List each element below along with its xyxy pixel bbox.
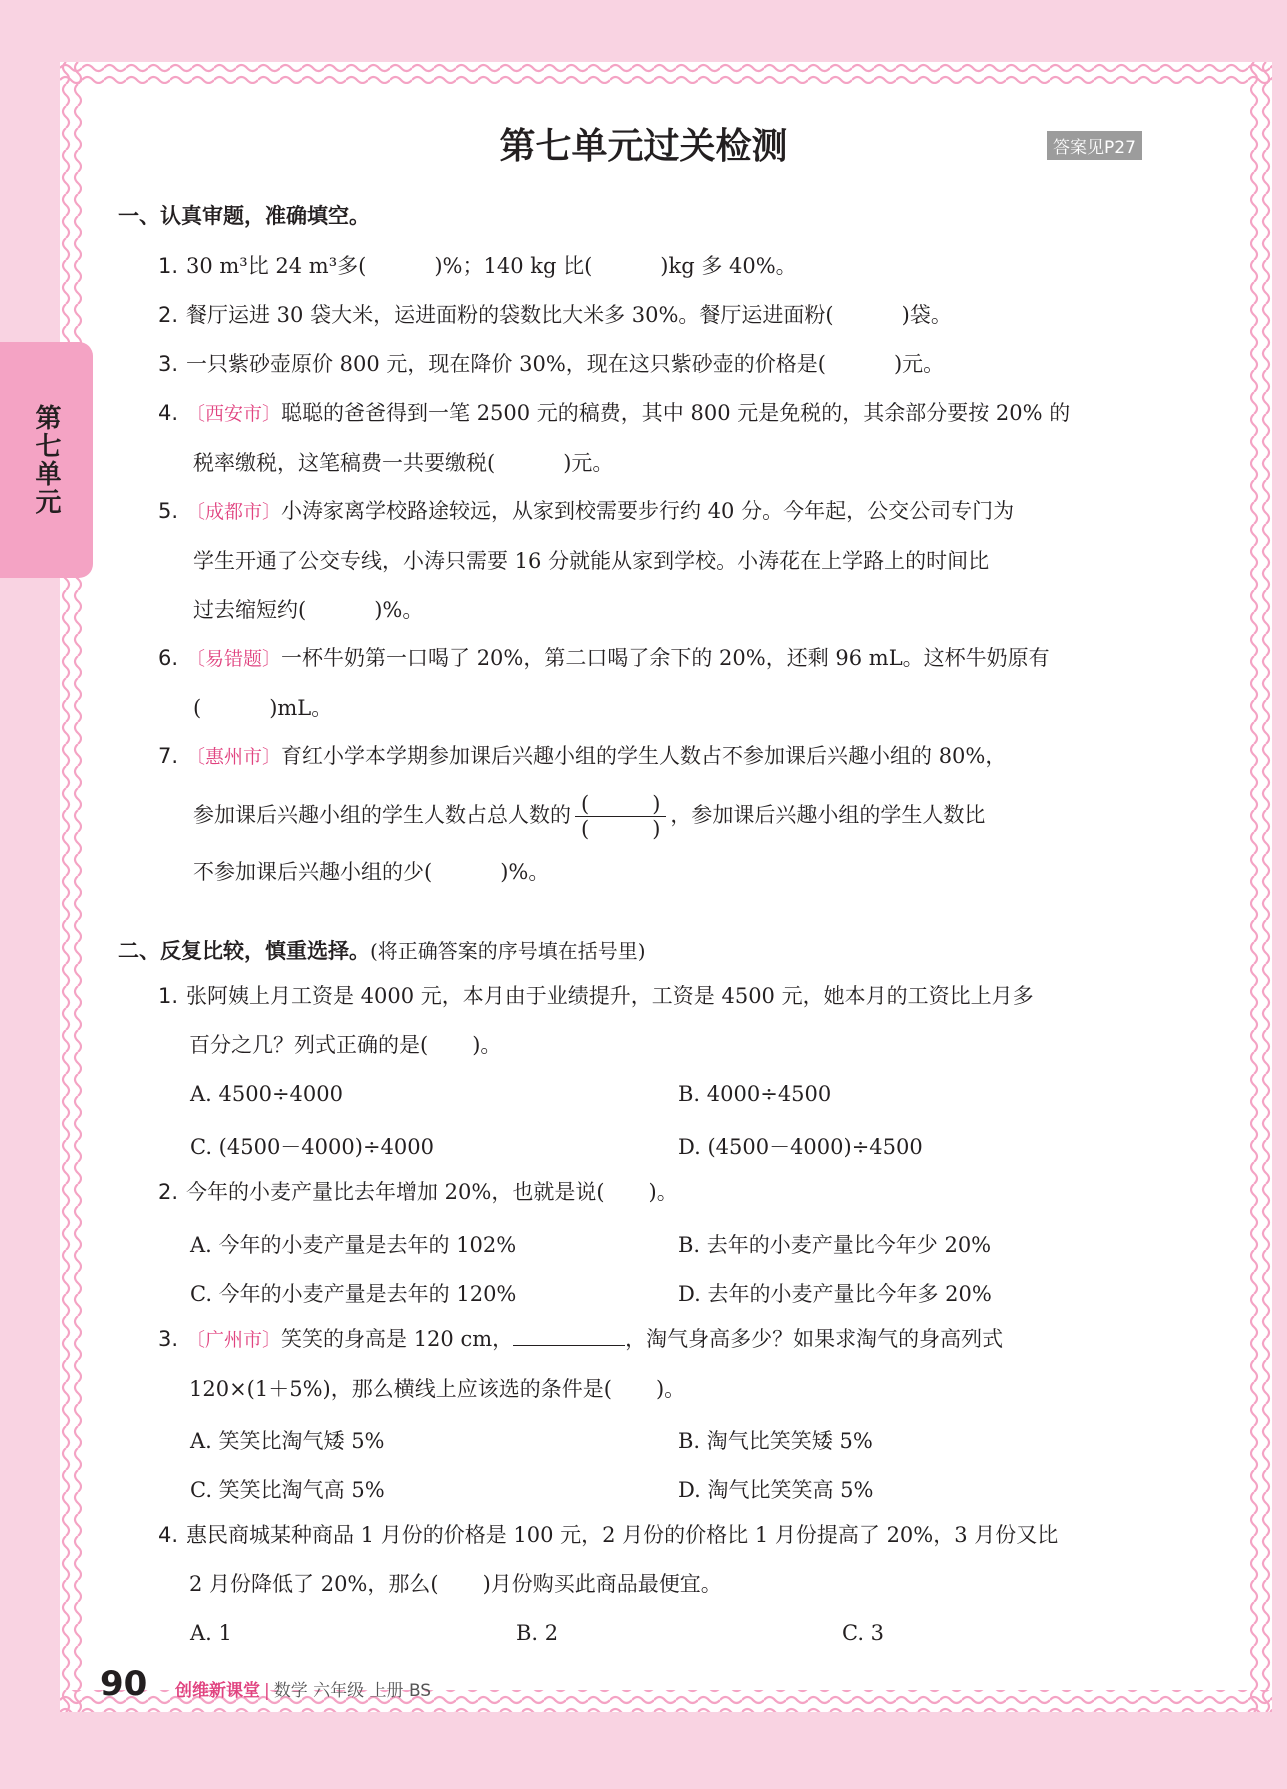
- unit-side-tab: [0, 342, 93, 578]
- s2-question-1: 1. 张阿姨上月工资是 4000 元，本月由于业绩提升，工资是 4500 元，她本月的工资比上月多 百分之几？列式正确的是( )。: [158, 984, 1034, 1057]
- s2-q2-option-d[interactable]: D. 去年的小麦产量比今年多 20%: [678, 1282, 992, 1306]
- s2-q2-option-b[interactable]: B. 去年的小麦产量比今年少 20%: [678, 1233, 992, 1257]
- s2-q3-option-a[interactable]: A. 笑笑比淘气矮 5%: [190, 1429, 385, 1453]
- s2-q3-option-b[interactable]: B. 淘气比笑笑矮 5%: [678, 1429, 873, 1453]
- s2-q2-option-c[interactable]: C. 今年的小麦产量是去年的 120%: [190, 1282, 517, 1306]
- s1-question-2: 2. 餐厅运进 30 袋大米，运进面粉的袋数比大米多 30%。餐厅运进面粉( )袋。: [158, 303, 952, 327]
- s1-question-1: 1. 30 m³比 24 m³多( )%；140 kg 比( )kg 多 40%。: [158, 254, 797, 278]
- s2-q3-option-c[interactable]: C. 笑笑比淘气高 5%: [190, 1478, 385, 1502]
- s2-question-4: 4. 惠民商城某种商品 1 月份的价格是 100 元，2 月份的价格比 1 月份提高了 20%，3 月份又比 2 月份降低了 20%，那么( )月份购买此商品最便宜。: [158, 1523, 1059, 1596]
- s1-question-6: 6. 〔易错题〕一杯牛奶第一口喝了 20%，第二口喝了余下的 20%，还剩 96 mL。这杯牛奶原有 ( )mL。: [158, 646, 1050, 720]
- s1-question-7: 7. 〔惠州市〕育红小学本学期参加课后兴趣小组的学生人数占不参加课后兴趣小组的 80%， 参加课后兴趣小组的学生人数占总人数的 $\frac{( )}{( )}$ ，参加课后兴趣小组的学生人数比 不参加课后兴趣小组的少( )%。: [158, 744, 1007, 884]
- fraction-blank[interactable]: $\frac{( )}{( )}$: [575, 792, 666, 841]
- s2-q1-option-a[interactable]: A. 4500÷4000: [190, 1082, 343, 1106]
- condition-underline[interactable]: [513, 1325, 625, 1346]
- s2-q4-option-a[interactable]: A. 1: [190, 1621, 232, 1645]
- answer-reference-badge: 答案见P27: [1047, 131, 1142, 160]
- s2-q4-option-c[interactable]: C. 3: [842, 1621, 885, 1645]
- source-tag: 〔西安市〕: [186, 403, 282, 425]
- s2-question-2: 2. 今年的小麦产量比去年增加 20%，也就是说( )。: [158, 1180, 678, 1204]
- s2-q1-option-d[interactable]: D. (4500－4000)÷4500: [678, 1135, 923, 1159]
- page-number: 90: [100, 1664, 148, 1704]
- s2-q1-option-b[interactable]: B. 4000÷4500: [678, 1082, 832, 1106]
- s2-q1-option-c[interactable]: C. (4500－4000)÷4000: [190, 1135, 434, 1159]
- source-tag: 〔成都市〕: [186, 501, 282, 523]
- brand-name: 创维新课堂: [175, 1681, 260, 1701]
- section-1-heading: 一、认真审题，准确填空。: [118, 204, 370, 228]
- footer-info: 创维新课堂 | 数学 六年级 上册 BS: [175, 1681, 432, 1701]
- section-2-heading: 二、反复比较，慎重选择。(将正确答案的序号填在括号里): [118, 939, 646, 963]
- s1-question-3: 3. 一只紫砂壶原价 800 元，现在降价 30%，现在这只紫砂壶的价格是( )元。: [158, 352, 945, 376]
- page-title: 第七单元过关检测: [499, 126, 788, 167]
- source-tag: 〔惠州市〕: [186, 746, 282, 768]
- s1-question-5: 5. 〔成都市〕小涛家离学校路途较远，从家到校需要步行约 40 分。今年起，公交公司专门为 学生开通了公交专线，小涛只需要 16 分就能从家到学校。小涛花在上学路上的时间比 过去缩短约( )%。: [158, 499, 1015, 622]
- source-tag: 〔易错题〕: [186, 648, 282, 670]
- s2-question-3: 3. 〔广州市〕笑笑的身高是 120 cm， ，淘气身高多少？如果求淘气的身高列式 120×(1＋5%)，那么横线上应该选的条件是( )。: [158, 1327, 1004, 1401]
- unit-side-tab-label: 第七单元: [31, 404, 61, 516]
- source-tag: 〔广州市〕: [186, 1329, 282, 1351]
- s2-q4-option-b[interactable]: B. 2: [516, 1621, 559, 1645]
- s2-q2-option-a[interactable]: A. 今年的小麦产量是去年的 102%: [190, 1233, 517, 1257]
- s1-question-4: 4. 〔西安市〕聪聪的爸爸得到一笔 2500 元的稿费，其中 800 元是免税的，其余部分要按 20% 的 税率缴税，这笔稿费一共要缴税( )元。: [158, 401, 1071, 475]
- s2-q3-option-d[interactable]: D. 淘气比笑笑高 5%: [678, 1478, 874, 1502]
